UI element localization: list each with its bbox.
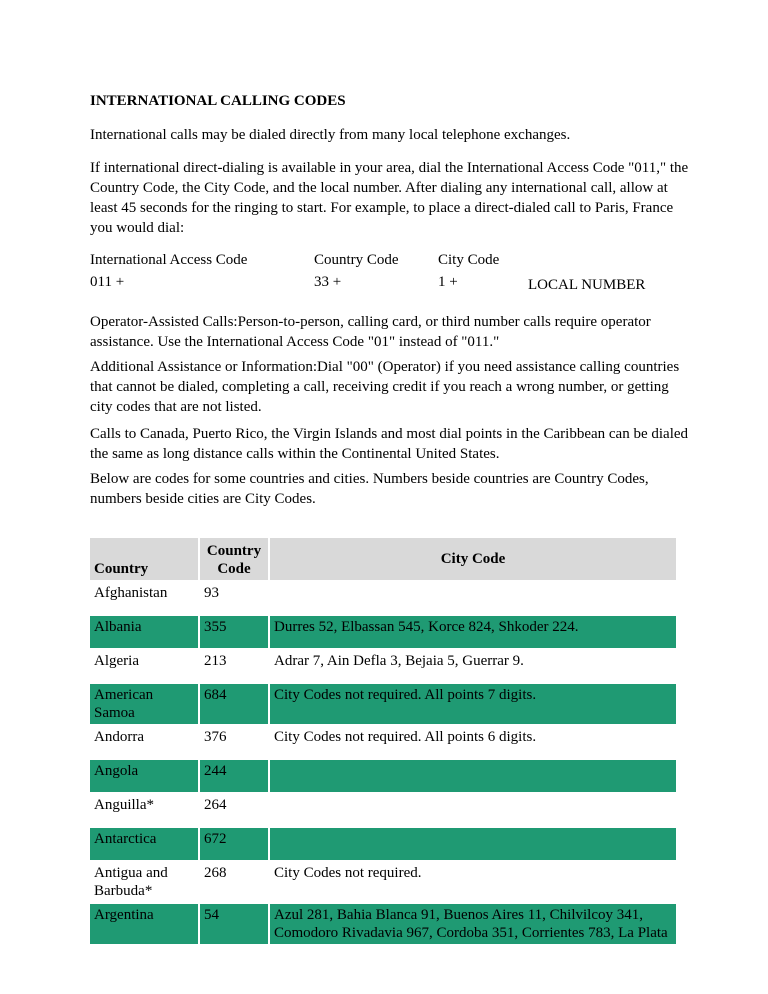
cell-city: City Codes not required. — [270, 862, 676, 902]
cell-country: Antigua and Barbuda* — [90, 862, 198, 902]
operator-paragraph: Operator-Assisted Calls:Person-to-person, calling card, or third number calls require operator assistance. Use the International Access Code "01" instead of "011." — [90, 314, 651, 350]
assistance-paragraph: Additional Assistance or Information:Dial "00" (Operator) if you need assistance calling countries that cannot be dialed, completing a call, receiving credit if you reach a wrong number, or getting city codes that are not listed. — [90, 359, 680, 415]
cell-country: Antarctica — [90, 828, 198, 860]
cell-city: Durres 52, Elbassan 545, Korce 824, Shkoder 224. — [270, 616, 676, 648]
city-code-value: 1 + — [438, 274, 458, 290]
cell-country: Anguilla* — [90, 794, 198, 826]
cell-code: 244 — [200, 760, 268, 792]
cell-city: City Codes not required. All points 6 digits. — [270, 726, 676, 758]
header-city-code: City Code — [270, 538, 676, 580]
document-title: INTERNATIONAL CALLING CODES — [90, 93, 346, 109]
table-header-row — [90, 538, 676, 580]
cell-code: 213 — [200, 650, 268, 682]
local-number-label: LOCAL NUMBER — [528, 277, 646, 293]
cell-code: 684 — [200, 684, 268, 724]
table-row — [90, 582, 676, 614]
table-row — [90, 828, 676, 860]
table-row — [90, 862, 676, 902]
table-row — [90, 650, 676, 682]
cell-country: Afghanistan — [90, 582, 198, 614]
dial-example — [90, 250, 690, 295]
cell-city — [270, 794, 676, 826]
cell-code: 93 — [200, 582, 268, 614]
cell-code: 264 — [200, 794, 268, 826]
country-codes-table — [88, 536, 678, 946]
direct-dial-paragraph: If international direct-dialing is available in your area, dial the International Access Code "011," the Country Code, the City Code, and the local number. After dialing any international call, allow at least 45 seconds for the ringing to start. For example, to place a direct-dialed call to Paris, France you would dial: — [90, 160, 689, 236]
table-row — [90, 904, 676, 944]
canada-paragraph: Calls to Canada, Puerto Rico, the Virgin Islands and most dial points in the Caribbean can be dialed the same as long distance calls within the Continental United States. — [90, 426, 689, 462]
codes-table-container — [88, 536, 682, 941]
country-code-value: 33 + — [314, 274, 342, 290]
header-country: Country — [90, 538, 198, 580]
cell-city: Azul 281, Bahia Blanca 91, Buenos Aires 11, Chilvilcoy 341, Comodoro Rivadavia 967, Cordoba 351, Corrientes 783, La Plata — [270, 904, 676, 944]
cell-country: Algeria — [90, 650, 198, 682]
cell-code: 268 — [200, 862, 268, 902]
cell-city — [270, 582, 676, 614]
cell-code: 355 — [200, 616, 268, 648]
below-paragraph: Below are codes for some countries and cities. Numbers beside countries are Country Codes, numbers beside cities are City Codes. — [90, 471, 649, 507]
table-row — [90, 794, 676, 826]
cell-code: 54 — [200, 904, 268, 944]
table-row — [90, 726, 676, 758]
cell-code: 376 — [200, 726, 268, 758]
cell-city: Adrar 7, Ain Defla 3, Bejaia 5, Guerrar 9. — [270, 650, 676, 682]
header-country-code: Country Code — [200, 538, 268, 580]
cell-country: Angola — [90, 760, 198, 792]
cell-city — [270, 760, 676, 792]
cell-country: Argentina — [90, 904, 198, 944]
cell-code: 672 — [200, 828, 268, 860]
cell-city — [270, 828, 676, 860]
cell-country: American Samoa — [90, 684, 198, 724]
city-code-label: City Code — [438, 252, 500, 268]
table-row — [90, 760, 676, 792]
country-code-label: Country Code — [314, 252, 399, 268]
access-code-value: 011 + — [90, 274, 125, 290]
cell-country: Albania — [90, 616, 198, 648]
cell-city: City Codes not required. All points 7 digits. — [270, 684, 676, 724]
table-row — [90, 616, 676, 648]
cell-country: Andorra — [90, 726, 198, 758]
intro-paragraph: International calls may be dialed directly from many local telephone exchanges. — [90, 127, 571, 143]
table-row — [90, 684, 676, 724]
access-code-label: International Access Code — [90, 252, 248, 268]
